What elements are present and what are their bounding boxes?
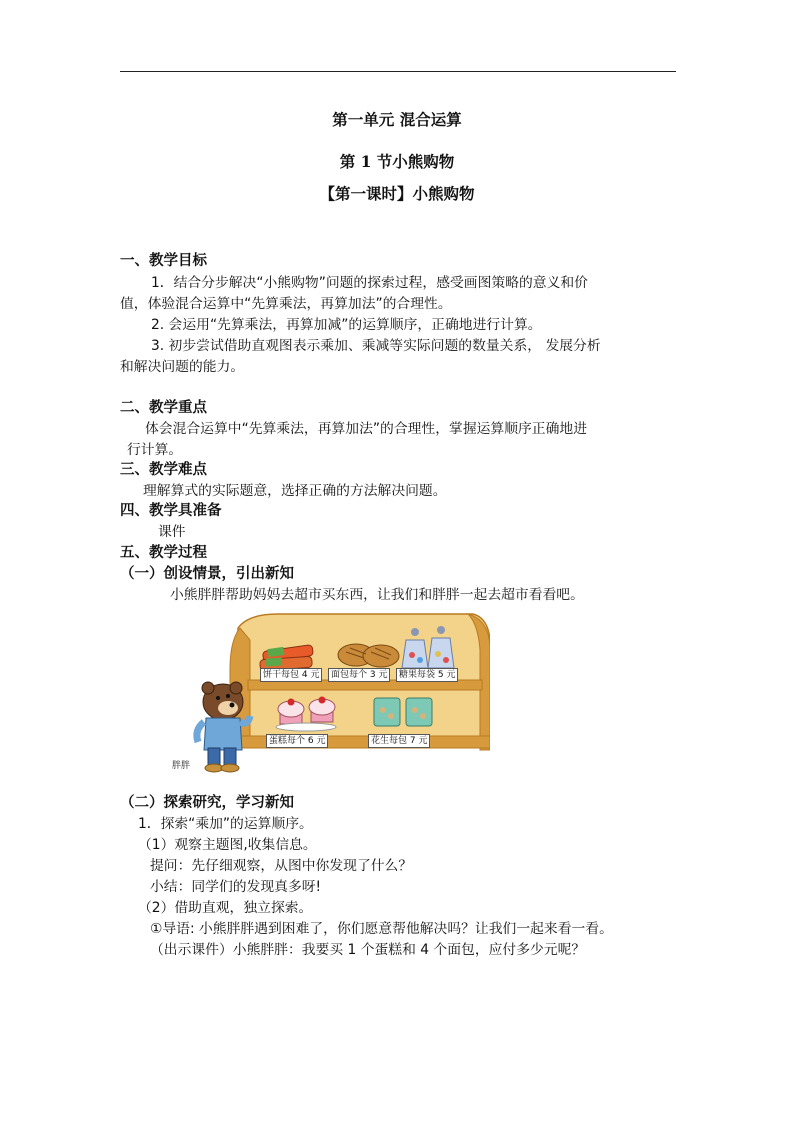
process-sub2: （二）探索研究，学习新知 <box>120 795 294 811</box>
price-tag-peanut: 花生每包 7 元 <box>368 734 430 748</box>
explore-step-1: 1．探索“乘加”的运算顺序。 <box>138 816 313 832</box>
materials-text: 课件 <box>158 524 186 540</box>
explore-question: 提问：先仔细观察，从图中你发现了什么？ <box>150 858 413 874</box>
section-title: 第 1 节小熊购物 <box>339 152 455 171</box>
explore-courseware: （出示课件）小熊胖胖：我要买 1 个蛋糕和 4 个面包，应付多少元呢？ <box>150 942 586 958</box>
keypoints-text-b: 行计算。 <box>127 442 183 458</box>
price-tag-bread: 面包每个 3 元 <box>328 668 390 682</box>
objective-2: 2. 会运用“先算乘法，再算加减”的运算顺序，正确地进行计算。 <box>151 317 542 333</box>
explore-step-observe: （1）观察主题图,收集信息。 <box>138 837 317 853</box>
objective-3a: 3. 初步尝试借助直观图表示乘加、乘减等实际问题的数量关系， 发展分析 <box>151 338 601 354</box>
unit-title: 第一单元 混合运算 <box>332 110 462 129</box>
lesson-title: 【第一课时】小熊购物 <box>319 184 475 203</box>
price-tag-cake: 蛋糕每个 6 元 <box>266 734 328 748</box>
difficulty-heading: 三、教学难点 <box>120 462 207 478</box>
keypoints-heading: 二、教学重点 <box>120 400 207 416</box>
objective-1a: 1．结合分步解决“小熊购物”问题的探索过程，感受画图策略的意义和价 <box>151 275 588 291</box>
objective-1b: 值，体验混合运算中“先算乘法，再算加法”的合理性。 <box>120 296 452 312</box>
supermarket-illustration <box>168 610 490 778</box>
objective-3b: 和解决问题的能力。 <box>120 359 245 375</box>
process-sub1: （一）创设情景，引出新知 <box>120 566 294 582</box>
explore-guide: ①导语: 小熊胖胖遇到困难了，你们愿意帮他解决吗？让我们一起来看一看。 <box>150 921 613 937</box>
materials-heading: 四、教学具准备 <box>120 503 222 519</box>
difficulty-text: 理解算式的实际题意，选择正确的方法解决问题。 <box>143 483 447 499</box>
price-tag-candy: 糖果每袋 5 元 <box>396 668 458 682</box>
top-rule <box>120 71 676 72</box>
process-heading: 五、教学过程 <box>120 545 207 561</box>
explore-summary: 小结：同学们的发现真多呀! <box>150 879 322 895</box>
explore-step-independent: （2）借助直观，独立探索。 <box>138 900 313 916</box>
process-intro: 小熊胖胖帮助妈妈去超市买东西，让我们和胖胖一起去超市看看吧。 <box>170 587 584 603</box>
objectives-heading: 一、教学目标 <box>120 253 207 269</box>
keypoints-text-a: 体会混合运算中“先算乘法，再算加法”的合理性，掌握运算顺序正确地进 <box>145 421 587 437</box>
bear-label: 胖胖 <box>172 761 191 771</box>
price-tag-biscuit: 饼干每包 4 元 <box>260 668 322 682</box>
shelf-drawing <box>168 610 490 778</box>
